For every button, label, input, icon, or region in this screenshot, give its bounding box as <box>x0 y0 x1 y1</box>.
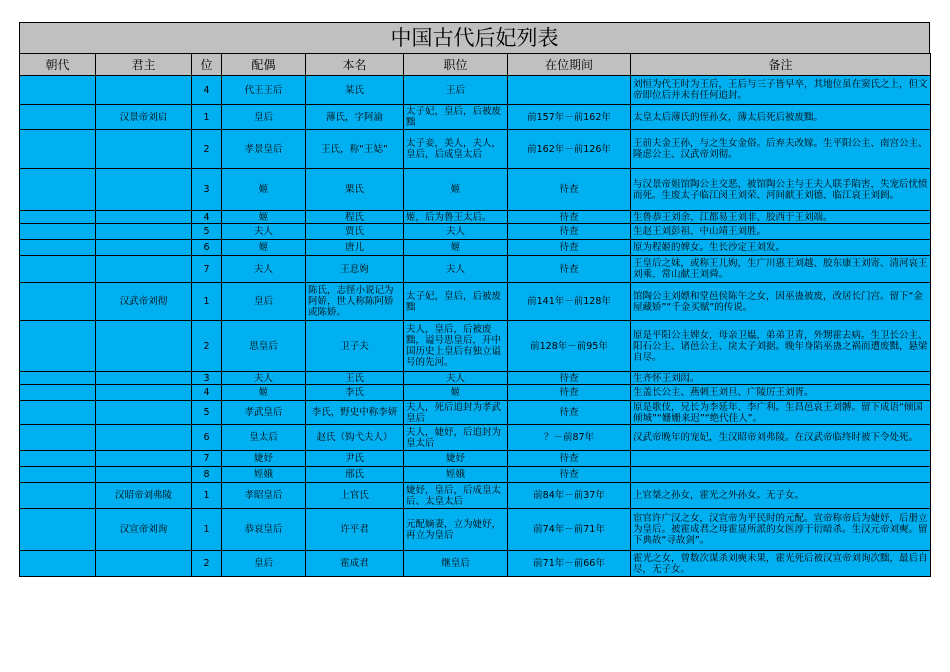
cell-position[interactable]: 夫人，婕妤，后追封为皇太后 <box>404 425 508 451</box>
table-row <box>20 240 931 256</box>
cell-name[interactable]: 霍成君 <box>306 551 404 577</box>
cell-name[interactable]: 陈氏，志怪小说记为阿娇，世人称陈阿娇或陈娇。 <box>306 283 404 321</box>
cell-ruler[interactable] <box>96 321 192 372</box>
col-header-dynasty[interactable]: 朝代 <box>20 54 96 76</box>
cell-name[interactable]: 卫子夫 <box>306 321 404 372</box>
cell-rank[interactable]: 2 <box>192 551 222 577</box>
cell-dynasty[interactable] <box>20 372 96 385</box>
cell-ruler[interactable] <box>96 240 192 256</box>
cell-rank[interactable]: 2 <box>192 130 222 169</box>
cell-note[interactable]: 汉武帝晚年的宠妃，生汉昭帝刘弗陵。在汉武帝临终时被下令处死。 <box>631 425 931 451</box>
col-header-position[interactable]: 职位 <box>404 54 508 76</box>
cell-note[interactable]: 宦官许广汉之女，汉宣帝为平民时的元配。宣帝称帝后为婕妤，后册立为皇后。被霍成君之母霍显所派的女医淳于衍暗杀。生汉元帝刘奭。留下典故“寻故剑”。 <box>631 509 931 551</box>
cell-name[interactable]: 栗氏 <box>306 169 404 211</box>
cell-rank[interactable]: 1 <box>192 283 222 321</box>
cell-dynasty[interactable] <box>20 321 96 372</box>
cell-position[interactable]: 婕妤 <box>404 451 508 467</box>
cell-period[interactable]: 前74年－前71年 <box>508 509 631 551</box>
cell-ruler[interactable] <box>96 385 192 401</box>
header-row <box>20 54 931 76</box>
cell-dynasty[interactable] <box>20 401 96 425</box>
cell-period[interactable]: ？－前87年 <box>508 425 631 451</box>
cell-note[interactable]: 原为程姬的婢女。生长沙定王刘发。 <box>631 240 931 256</box>
cell-ruler[interactable]: 汉昭帝刘弗陵 <box>96 483 192 509</box>
cell-rank[interactable]: 3 <box>192 372 222 385</box>
cell-dynasty[interactable] <box>20 451 96 467</box>
cell-ruler[interactable] <box>96 256 192 283</box>
cell-dynasty[interactable] <box>20 425 96 451</box>
cell-period[interactable]: 前157年－前162年 <box>508 105 631 130</box>
cell-dynasty[interactable] <box>20 105 96 130</box>
cell-dynasty[interactable] <box>20 240 96 256</box>
cell-position[interactable]: 元配嫡妻，立为婕妤，再立为皇后 <box>404 509 508 551</box>
cell-rank[interactable]: 4 <box>192 76 222 105</box>
cell-dynasty[interactable] <box>20 130 96 169</box>
table-row <box>20 551 931 577</box>
cell-position[interactable]: 夫人，皇后，后被废黜，谥号思皇后，开中国历史上皇后有独立谥号的先河。 <box>404 321 508 372</box>
col-header-note[interactable]: 备注 <box>631 54 931 76</box>
cell-spouse[interactable]: 夫人 <box>222 224 306 240</box>
cell-dynasty[interactable] <box>20 169 96 211</box>
cell-name[interactable]: 李氏，野史中称李妍 <box>306 401 404 425</box>
cell-rank[interactable]: 5 <box>192 401 222 425</box>
table-row <box>20 467 931 483</box>
cell-ruler[interactable] <box>96 224 192 240</box>
cell-position[interactable]: 夫人 <box>404 372 508 385</box>
cell-dynasty[interactable] <box>20 483 96 509</box>
cell-period[interactable]: 待查 <box>508 372 631 385</box>
cell-note[interactable]: 生赵王刘彭祖、中山靖王刘胜。 <box>631 224 931 240</box>
cell-note[interactable]: 霍光之女，曾数次谋杀刘奭未果，霍光死后被汉宣帝刘询次黜，最后自尽，无子女。 <box>631 551 931 577</box>
cell-spouse[interactable]: 皇后 <box>222 283 306 321</box>
cell-position[interactable]: 太子妾，美人，夫人，皇后，后成皇太后 <box>404 130 508 169</box>
cell-name[interactable]: 上官氏 <box>306 483 404 509</box>
consorts-table <box>19 53 931 577</box>
cell-position[interactable]: 婕妤，皇后，后成皇太后、太皇太后 <box>404 483 508 509</box>
cell-note[interactable]: 上官桀之孙女，霍光之外孙女。无子女。 <box>631 483 931 509</box>
cell-period[interactable]: 待查 <box>508 401 631 425</box>
col-header-ruler[interactable]: 君主 <box>96 54 192 76</box>
cell-position[interactable]: 夫人 <box>404 256 508 283</box>
cell-ruler[interactable] <box>96 401 192 425</box>
cell-note[interactable]: 馆陶公主刘嫖和堂邑侯陈午之女，因巫蛊被废，改居长门宫。留下“金屋藏娇”“千金买赋”的传说。 <box>631 283 931 321</box>
col-header-period[interactable]: 在位期间 <box>508 54 631 76</box>
cell-spouse[interactable]: 皇后 <box>222 551 306 577</box>
table-row <box>20 451 931 467</box>
cell-spouse[interactable]: 孝武皇后 <box>222 401 306 425</box>
cell-name[interactable]: 邢氏 <box>306 467 404 483</box>
cell-dynasty[interactable] <box>20 509 96 551</box>
cell-name[interactable]: 王氏，称“王娡” <box>306 130 404 169</box>
cell-period[interactable] <box>508 76 631 105</box>
table-row <box>20 130 931 169</box>
cell-rank[interactable]: 2 <box>192 321 222 372</box>
cell-dynasty[interactable] <box>20 211 96 224</box>
table-row <box>20 372 931 385</box>
cell-note[interactable]: 刘恒为代王时为王后，王后与三子皆早卒，其地位虽在窦氏之上，但文帝即位后并未有任何追封。 <box>631 76 931 105</box>
cell-note[interactable]: 与汉景帝姐馆陶公主交恶，被馆陶公主与王夫人联手陷害，失宠后忧愤而死。生废太子临江闵王刘荣、河间献王刘德、临江哀王刘阏。 <box>631 169 931 211</box>
cell-position[interactable]: 太子妃，皇后，后被废黜 <box>404 283 508 321</box>
col-header-rank[interactable]: 位 <box>192 54 222 76</box>
cell-note[interactable]: 生鲁恭王刘余、江都易王刘非、胶西于王刘端。 <box>631 211 931 224</box>
cell-rank[interactable]: 1 <box>192 509 222 551</box>
cell-ruler[interactable]: 汉武帝刘彻 <box>96 283 192 321</box>
cell-dynasty[interactable] <box>20 224 96 240</box>
cell-note[interactable]: 太皇太后薄氏的侄孙女，薄太后死后被废黜。 <box>631 105 931 130</box>
cell-ruler[interactable] <box>96 211 192 224</box>
cell-ruler[interactable]: 汉宣帝刘询 <box>96 509 192 551</box>
cell-rank[interactable]: 6 <box>192 240 222 256</box>
cell-rank[interactable]: 4 <box>192 385 222 401</box>
cell-dynasty[interactable] <box>20 551 96 577</box>
cell-spouse[interactable]: 皇后 <box>222 105 306 130</box>
cell-ruler[interactable] <box>96 451 192 467</box>
cell-spouse[interactable]: 姬 <box>222 169 306 211</box>
cell-position[interactable]: 太子妃，皇后，后被废黜 <box>404 105 508 130</box>
cell-name[interactable]: 薄氏，字阿渝 <box>306 105 404 130</box>
cell-period[interactable]: 待查 <box>508 467 631 483</box>
cell-rank[interactable]: 1 <box>192 105 222 130</box>
cell-spouse[interactable]: 姬 <box>222 240 306 256</box>
cell-spouse[interactable]: 皇太后 <box>222 425 306 451</box>
cell-ruler[interactable]: 汉景帝刘启 <box>96 105 192 130</box>
table-row <box>20 256 931 283</box>
cell-spouse[interactable]: 恭哀皇后 <box>222 509 306 551</box>
cell-period[interactable]: 待查 <box>508 211 631 224</box>
cell-rank[interactable]: 7 <box>192 451 222 467</box>
table-row <box>20 105 931 130</box>
cell-period[interactable]: 待查 <box>508 240 631 256</box>
cell-period[interactable]: 前162年－前126年 <box>508 130 631 169</box>
table-row <box>20 283 931 321</box>
cell-name[interactable]: 尹氏 <box>306 451 404 467</box>
cell-spouse[interactable]: 夫人 <box>222 372 306 385</box>
cell-name[interactable]: 赵氏（钩弋夫人） <box>306 425 404 451</box>
cell-spouse[interactable]: 姬 <box>222 211 306 224</box>
cell-note[interactable] <box>631 451 931 467</box>
cell-period[interactable]: 待查 <box>508 451 631 467</box>
cell-ruler[interactable] <box>96 551 192 577</box>
cell-dynasty[interactable] <box>20 76 96 105</box>
cell-spouse[interactable]: 思皇后 <box>222 321 306 372</box>
table-row <box>20 224 931 240</box>
cell-rank[interactable]: 6 <box>192 425 222 451</box>
table-row <box>20 401 931 425</box>
cell-name[interactable]: 许平君 <box>306 509 404 551</box>
cell-period[interactable]: 待查 <box>508 256 631 283</box>
cell-period[interactable]: 待查 <box>508 385 631 401</box>
cell-note[interactable]: 王前夫金王孙，与之生女金俗。后弃夫改嫁。生平阳公主、南宫公主、隆虑公主、汉武帝刘彻。 <box>631 130 931 169</box>
cell-note[interactable]: 原是歌伎，兄长为李延年、李广利。生昌邑哀王刘髆。留下成语“倾国倾城”“姗姗来迟”“绝代佳人”。 <box>631 401 931 425</box>
cell-period[interactable]: 前71年－前66年 <box>508 551 631 577</box>
cell-spouse[interactable]: 孝昭皇后 <box>222 483 306 509</box>
col-header-name[interactable]: 本名 <box>306 54 404 76</box>
cell-period[interactable]: 待查 <box>508 169 631 211</box>
cell-period[interactable]: 前141年－前128年 <box>508 283 631 321</box>
cell-rank[interactable]: 8 <box>192 467 222 483</box>
cell-position[interactable]: 姬，后为鲁王太后。 <box>404 211 508 224</box>
cell-ruler[interactable] <box>96 76 192 105</box>
cell-name[interactable]: 王息姁 <box>306 256 404 283</box>
cell-name[interactable]: 王氏 <box>306 372 404 385</box>
cell-ruler[interactable] <box>96 169 192 211</box>
sheet-title: 中国古代后妃列表 <box>19 22 930 53</box>
cell-ruler[interactable] <box>96 425 192 451</box>
cell-position[interactable]: 姬 <box>404 240 508 256</box>
table-row <box>20 425 931 451</box>
table-row <box>20 211 931 224</box>
cell-spouse[interactable]: 婕妤 <box>222 451 306 467</box>
cell-dynasty[interactable] <box>20 256 96 283</box>
cell-dynasty[interactable] <box>20 283 96 321</box>
cell-position[interactable]: 姬 <box>404 385 508 401</box>
cell-position[interactable]: 继皇后 <box>404 551 508 577</box>
cell-dynasty[interactable] <box>20 467 96 483</box>
cell-ruler[interactable] <box>96 372 192 385</box>
cell-note[interactable] <box>631 467 931 483</box>
cell-position[interactable]: 夫人 <box>404 224 508 240</box>
cell-ruler[interactable] <box>96 130 192 169</box>
cell-note[interactable]: 生盖长公主、燕刺王刘旦、广陵厉王刘胥。 <box>631 385 931 401</box>
cell-period[interactable]: 前84年－前37年 <box>508 483 631 509</box>
cell-position[interactable]: 娙娥 <box>404 467 508 483</box>
cell-spouse[interactable]: 代王王后 <box>222 76 306 105</box>
table-row <box>20 385 931 401</box>
cell-rank[interactable]: 1 <box>192 483 222 509</box>
cell-rank[interactable]: 3 <box>192 169 222 211</box>
cell-period[interactable]: 待查 <box>508 224 631 240</box>
cell-ruler[interactable] <box>96 467 192 483</box>
cell-position[interactable]: 王后 <box>404 76 508 105</box>
table-row <box>20 483 931 509</box>
cell-spouse[interactable]: 夫人 <box>222 256 306 283</box>
cell-name[interactable]: 唐儿 <box>306 240 404 256</box>
cell-note[interactable]: 王皇后之妹，或称王儿姁，生广川惠王刘越、胶东康王刘寄、清河哀王刘乘、常山献王刘舜。 <box>631 256 931 283</box>
cell-rank[interactable]: 5 <box>192 224 222 240</box>
cell-name[interactable]: 李氏 <box>306 385 404 401</box>
cell-name[interactable]: 程氏 <box>306 211 404 224</box>
table-row <box>20 321 931 372</box>
cell-note[interactable]: 原是平阳公主婢女，母亲卫媪，弟弟卫青，外甥霍去病。生卫长公主、阳石公主、诸邑公主、戾太子刘据。晚年身陷巫蛊之祸而遭废黜，悬梁自尽。 <box>631 321 931 372</box>
cell-spouse[interactable]: 姬 <box>222 385 306 401</box>
cell-rank[interactable]: 7 <box>192 256 222 283</box>
table-row <box>20 76 931 105</box>
cell-name[interactable]: 某氏 <box>306 76 404 105</box>
cell-rank[interactable]: 4 <box>192 211 222 224</box>
cell-period[interactable]: 前128年－前95年 <box>508 321 631 372</box>
spreadsheet <box>19 22 930 577</box>
cell-spouse[interactable]: 娙娥 <box>222 467 306 483</box>
cell-dynasty[interactable] <box>20 385 96 401</box>
table-row <box>20 169 931 211</box>
cell-spouse[interactable]: 孝景皇后 <box>222 130 306 169</box>
cell-position[interactable]: 姬 <box>404 169 508 211</box>
cell-position[interactable]: 夫人，死后追封为孝武皇后 <box>404 401 508 425</box>
cell-note[interactable]: 生齐怀王刘闳。 <box>631 372 931 385</box>
table-row <box>20 509 931 551</box>
cell-name[interactable]: 贾氏 <box>306 224 404 240</box>
col-header-spouse[interactable]: 配偶 <box>222 54 306 76</box>
